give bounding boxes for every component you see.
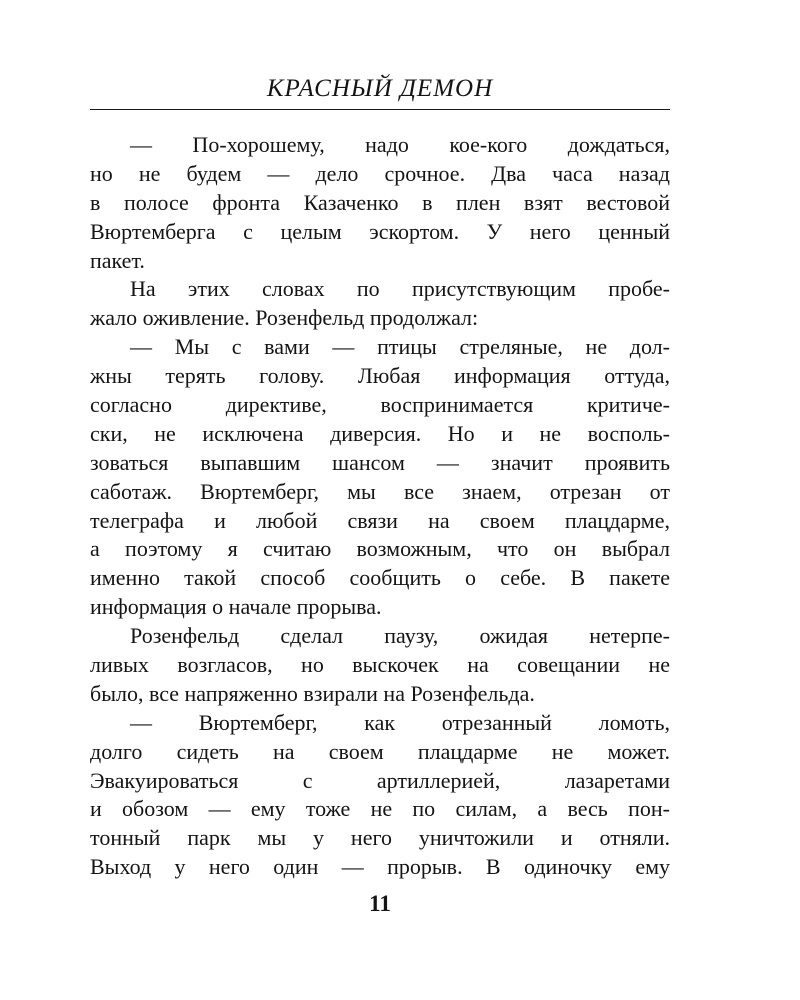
text-line: зоваться выпавшим шансом — значит проявить <box>90 449 670 475</box>
text-line: саботаж. Вюртемберг, мы все знаем, отрезан от <box>90 478 670 504</box>
body-text <box>90 131 670 882</box>
text-line: телеграфа и любой связи на своем плацдарме, <box>90 507 670 533</box>
text-line: ски, не исключена диверсия. Но и не восполь- <box>90 420 670 446</box>
text-line: согласно директиве, воспринимается критиче- <box>90 392 670 418</box>
text-line: — Вюртемберг, как отрезанный ломоть, <box>130 709 670 735</box>
text-line: долго сидеть на своем плацдарме не может. <box>90 738 670 764</box>
text-line: Вюртемберга с целым эскортом. У него ценный <box>90 218 670 244</box>
header-rule <box>90 109 670 110</box>
text-line: было, все напряженно взирали на Розенфельда. <box>90 680 535 706</box>
text-line: тонный парк мы у него уничтожили и отняли. <box>90 825 670 851</box>
text-line: Розенфельд сделал паузу, ожидая нетерпе- <box>130 623 670 649</box>
text-line: информация о начале прорыва. <box>90 594 382 620</box>
text-line: пакет. <box>90 247 145 273</box>
text-line: Эвакуироваться с артиллерией, лазаретами <box>90 767 670 793</box>
text-line: но не будем — дело срочное. Два часа назад <box>90 160 670 186</box>
text-line: — Мы с вами — птицы стреляные, не дол- <box>130 334 670 360</box>
page-number: 11 <box>369 891 391 916</box>
text-line: и обозом — ему тоже не по силам, а весь пон- <box>90 796 670 822</box>
text-line: жны терять голову. Любая информация оттуда, <box>90 363 670 389</box>
running-head: КРАСНЫЙ ДЕМОН <box>266 75 494 102</box>
text-line: На этих словах по присутствующим пробе- <box>130 276 670 302</box>
text-line: в полосе фронта Казаченко в плен взят вестовой <box>90 189 670 215</box>
text-line: — По-хорошему, надо кое-кого дождаться, <box>130 132 670 157</box>
text-line: ливых возгласов, но выскочек на совещании не <box>90 652 670 678</box>
text-line: Выход у него один — прорыв. В одиночку ему <box>90 854 670 880</box>
text-line: жало оживление. Розенфельд продолжал: <box>90 305 479 331</box>
text-line: а поэтому я считаю возможным, что он выбрал <box>90 536 670 562</box>
text-line: именно такой способ сообщить о себе. В пакете <box>90 565 670 591</box>
